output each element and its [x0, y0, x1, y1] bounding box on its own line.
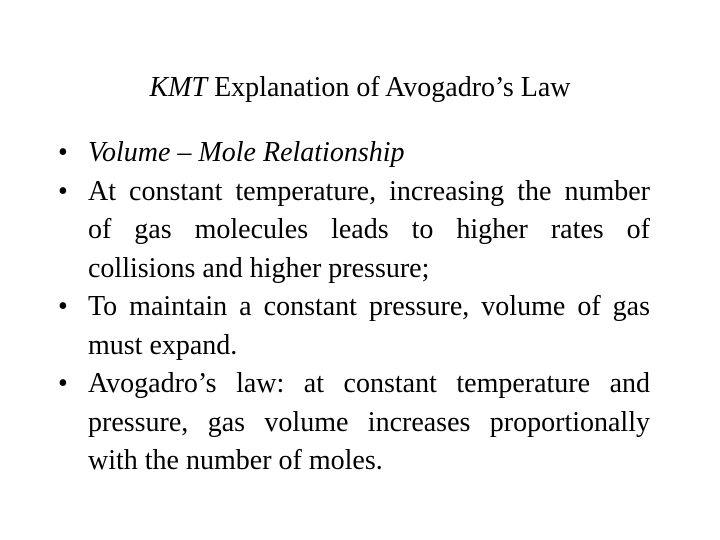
bullet-item-avogadros-law [56, 365, 650, 481]
slide-title-rest: Explanation of Avogadro’s Law [207, 72, 571, 103]
bullet-item-volume-mole [56, 134, 650, 173]
bullet-dot-icon: • [58, 137, 68, 168]
bullet-text: Avogadro’s law: at constant temperature and pressure, gas volume increases proportionally with the number of moles. [88, 368, 650, 476]
slide-title-italic-part: KMT [149, 72, 208, 103]
bullet-text: To maintain a constant pressure, volume of gas must expand. [88, 291, 650, 361]
bullet-item-constant-temperature [56, 173, 650, 289]
bullet-item-constant-pressure [56, 288, 650, 365]
bullet-list [56, 134, 650, 481]
slide-title [0, 68, 720, 108]
bullet-dot-icon: • [58, 291, 68, 322]
bullet-dot-icon: • [58, 175, 68, 207]
bullet-text: At constant temperature, increasing the number of gas molecules leads to higher rates of collisions and higher pressure; [88, 175, 650, 284]
bullet-dot-icon: • [58, 368, 68, 399]
bullet-text: Volume – Mole Relationship [88, 137, 405, 168]
